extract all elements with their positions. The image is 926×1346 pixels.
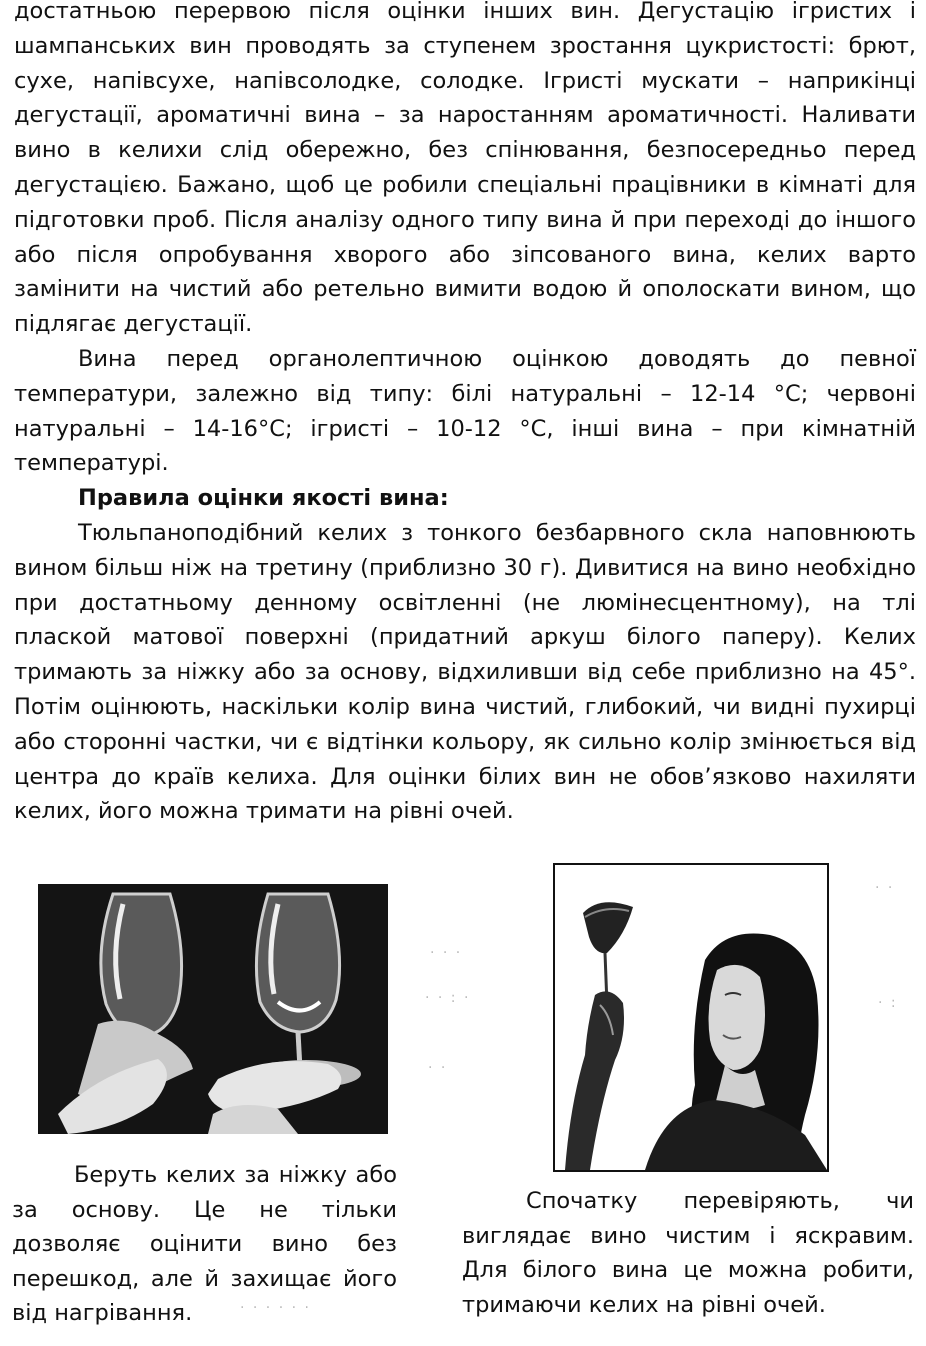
body-text <box>14 0 916 829</box>
caption-right: Спочатку перевіряють, чи виглядає вино чистим і яскравим. Для білого вина це можна робити, тримаючи келих на рівні очей. <box>462 1188 914 1318</box>
section-heading: Правила оцінки якості вина: <box>78 485 449 512</box>
photo-woman-examining-wine <box>553 863 829 1172</box>
wine-glasses-illustration <box>38 884 388 1134</box>
scan-noise: · : <box>878 995 898 1011</box>
photo-glasses-held <box>38 884 388 1134</box>
caption-left: Беруть келих за ніжку або за основу. Це не тільки дозволяє оцінити вино без перешкод, але й захищає його від нагрівання. <box>12 1162 397 1326</box>
scan-noise: · · <box>428 1060 448 1076</box>
paragraph-tasting-order: достатньою перервою після оцінки інших вин. Дегустацію ігристих і шампанських вин проводять за ступенем зростання цукристості: брют, сухе, напівсухе, напівсолодке, солодке. Ігристі мускати – наприкінці дегустації, ароматичні вина – за наростанням ароматичності. Наливати вино в келихи слід обережно, без спінювання, безпосередньо перед дегустацією. Бажано, щоб це робили спеціальні працівники в кімнаті для підготовки проб. Після аналізу одного типу вина й при переході до іншого або після опробування хворого або зіпсованого вина, келих варто замінити на чистий або ретельно вимити водою й ополоскати вином, що підлягає дегустації. <box>14 0 916 338</box>
paragraph-temperature: Вина перед органолептичною оцінкою доводять до певної температури, залежно від типу: білі натуральні – 12-14 °С; червоні натуральні – 14-16°С; ігристі – 10-12 °С, інші вина – при кімнатній температурі. <box>14 345 916 477</box>
page-text-column <box>14 0 916 829</box>
scan-noise: · · : · <box>425 990 471 1006</box>
scan-noise: · · · · · · <box>240 1300 311 1316</box>
scan-noise: · · · <box>430 945 463 961</box>
paragraph-quality-rules: Тюльпаноподібний келих з тонкого безбарвного скла наповнюють вином більш ніж на третину (приблизно 30 г). Дивитися на вино необхідно при достатньому денному освітленні (не люмінесцентному), на тлі плаской матової поверхні (придатний аркуш білого паперу). Келих тримають за ніжку або за основу, відхиливши від себе приблизно на 45°. Потім оцінюють, наскільки колір вина чистий, глибокий, чи видні пухирці або сторонні частки, чи є відтінки кольору, як сильно колір змінюється від центра до країв келиха. Для оцінки білих вин не обов’язково нахиляти келих, його можна тримати на рівні очей. <box>14 519 916 825</box>
woman-with-glass-illustration <box>555 865 827 1170</box>
scan-noise: · · <box>875 880 895 896</box>
